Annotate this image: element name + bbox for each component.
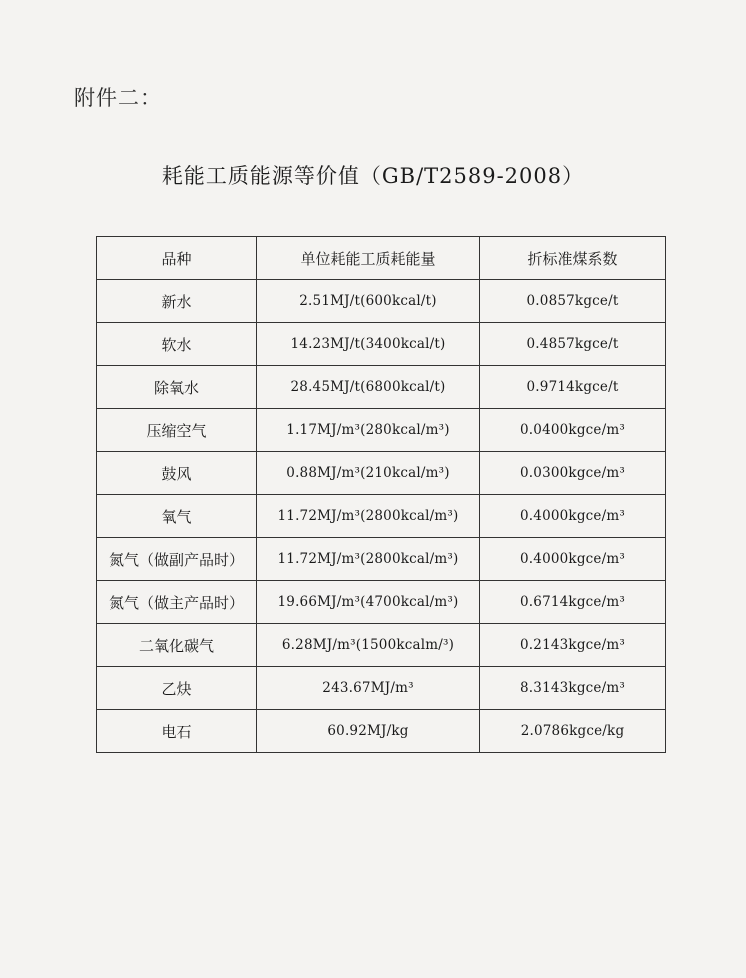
cell-coal-coefficient: 0.6714kgce/m³: [480, 581, 666, 624]
cell-unit-consumption: 60.92MJ/kg: [257, 710, 480, 753]
cell-coal-coefficient: 0.0300kgce/m³: [480, 452, 666, 495]
table-row: [97, 710, 666, 753]
cell-category: 二氧化碳气: [97, 624, 257, 667]
cell-unit-consumption: 11.72MJ/m³(2800kcal/m³): [257, 495, 480, 538]
table-row: [97, 667, 666, 710]
attachment-label: 附件二：: [74, 86, 162, 110]
cell-unit-consumption: 14.23MJ/t(3400kcal/t): [257, 323, 480, 366]
cell-unit-consumption: 243.67MJ/m³: [257, 667, 480, 710]
header-coal-coefficient: 折标准煤系数: [480, 237, 666, 280]
cell-coal-coefficient: 0.4857kgce/t: [480, 323, 666, 366]
cell-coal-coefficient: 0.4000kgce/m³: [480, 495, 666, 538]
table-row: [97, 409, 666, 452]
cell-category: 氮气（做主产品时）: [97, 581, 257, 624]
cell-unit-consumption: 1.17MJ/m³(280kcal/m³): [257, 409, 480, 452]
table-row: [97, 624, 666, 667]
cell-coal-coefficient: 0.9714kgce/t: [480, 366, 666, 409]
cell-category: 氧气: [97, 495, 257, 538]
cell-category: 软水: [97, 323, 257, 366]
cell-coal-coefficient: 0.2143kgce/m³: [480, 624, 666, 667]
document-title: 耗能工质能源等价值（GB/T2589-2008）: [161, 164, 585, 188]
cell-category: 除氧水: [97, 366, 257, 409]
table-row: [97, 538, 666, 581]
cell-unit-consumption: 19.66MJ/m³(4700kcal/m³): [257, 581, 480, 624]
table-row: [97, 452, 666, 495]
cell-coal-coefficient: 2.0786kgce/kg: [480, 710, 666, 753]
cell-unit-consumption: 11.72MJ/m³(2800kcal/m³): [257, 538, 480, 581]
energy-equivalent-table: [96, 236, 666, 753]
header-unit-consumption: 单位耗能工质耗能量: [257, 237, 480, 280]
cell-coal-coefficient: 8.3143kgce/m³: [480, 667, 666, 710]
cell-category: 新水: [97, 280, 257, 323]
cell-category: 压缩空气: [97, 409, 257, 452]
cell-coal-coefficient: 0.0857kgce/t: [480, 280, 666, 323]
table-row: [97, 323, 666, 366]
cell-category: 乙炔: [97, 667, 257, 710]
table-row: [97, 366, 666, 409]
header-category: 品种: [97, 237, 257, 280]
table-header-row: [97, 237, 666, 280]
cell-category: 电石: [97, 710, 257, 753]
cell-unit-consumption: 2.51MJ/t(600kcal/t): [257, 280, 480, 323]
table-row: [97, 495, 666, 538]
cell-unit-consumption: 28.45MJ/t(6800kcal/t): [257, 366, 480, 409]
table-row: [97, 581, 666, 624]
cell-category: 氮气（做副产品时）: [97, 538, 257, 581]
cell-unit-consumption: 0.88MJ/m³(210kcal/m³): [257, 452, 480, 495]
cell-coal-coefficient: 0.4000kgce/m³: [480, 538, 666, 581]
cell-unit-consumption: 6.28MJ/m³(1500kcalm/³): [257, 624, 480, 667]
cell-coal-coefficient: 0.0400kgce/m³: [480, 409, 666, 452]
cell-category: 鼓风: [97, 452, 257, 495]
table-row: [97, 280, 666, 323]
